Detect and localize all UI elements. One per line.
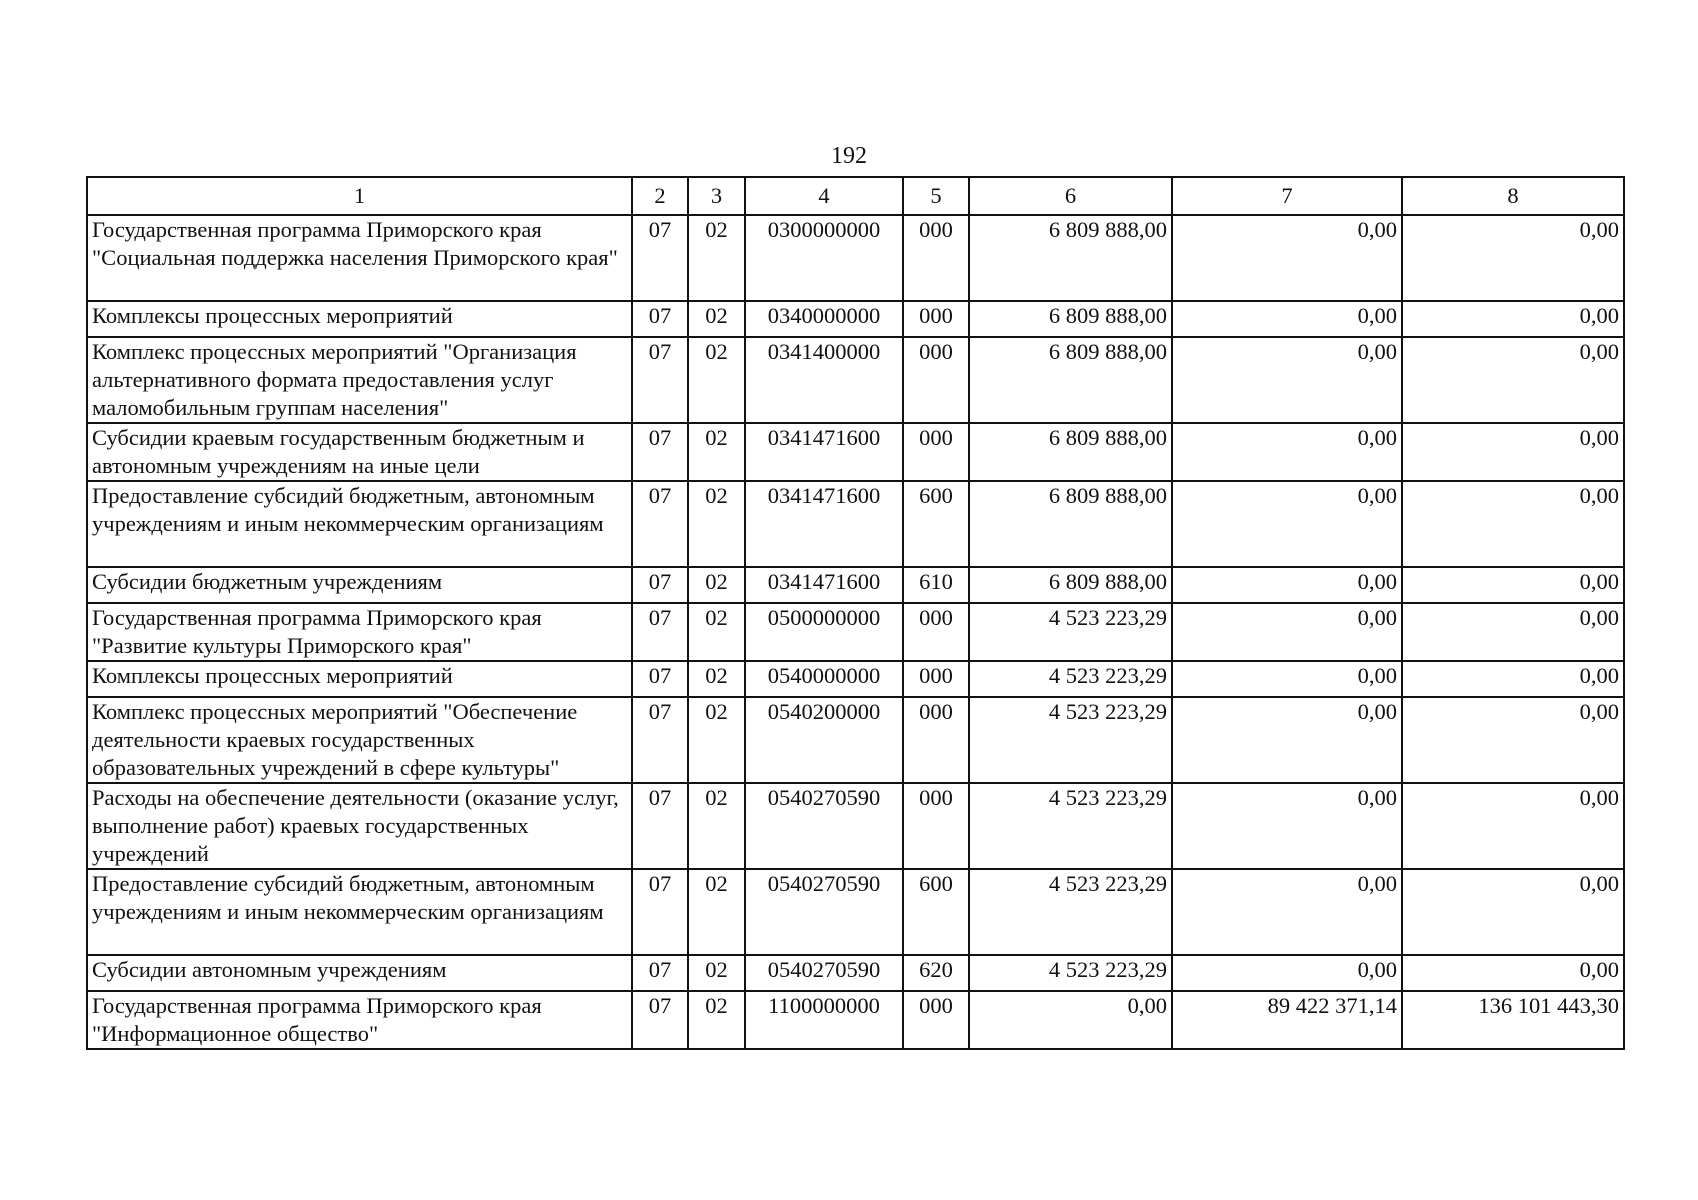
amount-col7-cell: 0,00 xyxy=(1172,783,1402,869)
subsection-cell: 02 xyxy=(688,423,745,481)
subsection-cell: 02 xyxy=(688,991,745,1049)
amount-col8-cell: 0,00 xyxy=(1402,337,1624,423)
subsection-cell: 02 xyxy=(688,955,745,991)
amount-col6-cell: 0,00 xyxy=(969,991,1172,1049)
amount-col8-cell: 0,00 xyxy=(1402,869,1624,955)
amount-col6-cell: 4 523 223,29 xyxy=(969,869,1172,955)
section-cell: 07 xyxy=(632,423,688,481)
table-row xyxy=(87,603,1624,661)
subsection-cell: 02 xyxy=(688,869,745,955)
target-article-cell: 0341471600 xyxy=(745,567,903,603)
table-row xyxy=(87,301,1624,337)
header-cell-8: 8 xyxy=(1402,177,1624,215)
table-row xyxy=(87,783,1624,869)
name-cell: Предоставление субсидий бюджетным, автономным учреждениям и иным некоммерческим организациям xyxy=(87,869,632,955)
section-cell: 07 xyxy=(632,603,688,661)
header-cell-2: 2 xyxy=(632,177,688,215)
amount-col7-cell: 0,00 xyxy=(1172,337,1402,423)
amount-col7-cell: 0,00 xyxy=(1172,697,1402,783)
target-article-cell: 0340000000 xyxy=(745,301,903,337)
expense-type-cell: 000 xyxy=(903,215,969,301)
section-cell: 07 xyxy=(632,661,688,697)
amount-col7-cell: 0,00 xyxy=(1172,955,1402,991)
section-cell: 07 xyxy=(632,481,688,567)
amount-col8-cell: 0,00 xyxy=(1402,603,1624,661)
subsection-cell: 02 xyxy=(688,337,745,423)
name-cell: Государственная программа Приморского края "Развитие культуры Приморского края" xyxy=(87,603,632,661)
name-cell: Комплексы процессных мероприятий xyxy=(87,661,632,697)
target-article-cell: 0341471600 xyxy=(745,423,903,481)
name-cell: Государственная программа Приморского края "Социальная поддержка населения Приморского края" xyxy=(87,215,632,301)
table-row xyxy=(87,955,1624,991)
table-body xyxy=(87,215,1624,1049)
expense-type-cell: 000 xyxy=(903,661,969,697)
table-row xyxy=(87,481,1624,567)
expense-type-cell: 000 xyxy=(903,603,969,661)
target-article-cell: 0341471600 xyxy=(745,481,903,567)
subsection-cell: 02 xyxy=(688,603,745,661)
amount-col6-cell: 4 523 223,29 xyxy=(969,661,1172,697)
target-article-cell: 0500000000 xyxy=(745,603,903,661)
amount-col6-cell: 4 523 223,29 xyxy=(969,697,1172,783)
subsection-cell: 02 xyxy=(688,661,745,697)
amount-col7-cell: 0,00 xyxy=(1172,869,1402,955)
name-cell: Субсидии краевым государственным бюджетным и автономным учреждениям на иные цели xyxy=(87,423,632,481)
table-row xyxy=(87,991,1624,1049)
table-row xyxy=(87,337,1624,423)
expense-type-cell: 000 xyxy=(903,697,969,783)
name-cell: Расходы на обеспечение деятельности (оказание услуг, выполнение работ) краевых государственных учреждений xyxy=(87,783,632,869)
section-cell: 07 xyxy=(632,955,688,991)
target-article-cell: 0540000000 xyxy=(745,661,903,697)
expense-type-cell: 600 xyxy=(903,869,969,955)
expense-type-cell: 000 xyxy=(903,423,969,481)
target-article-cell: 0300000000 xyxy=(745,215,903,301)
header-cell-6: 6 xyxy=(969,177,1172,215)
amount-col8-cell: 0,00 xyxy=(1402,567,1624,603)
amount-col6-cell: 6 809 888,00 xyxy=(969,481,1172,567)
expense-type-cell: 000 xyxy=(903,783,969,869)
name-cell: Субсидии бюджетным учреждениям xyxy=(87,567,632,603)
table-row xyxy=(87,661,1624,697)
amount-col6-cell: 4 523 223,29 xyxy=(969,955,1172,991)
amount-col8-cell: 0,00 xyxy=(1402,423,1624,481)
name-cell: Комплекс процессных мероприятий "Обеспечение деятельности краевых государственных образовательных учреждений в сфере культуры" xyxy=(87,697,632,783)
section-cell: 07 xyxy=(632,301,688,337)
expense-type-cell: 610 xyxy=(903,567,969,603)
amount-col6-cell: 6 809 888,00 xyxy=(969,567,1172,603)
header-cell-5: 5 xyxy=(903,177,969,215)
table-row xyxy=(87,567,1624,603)
expense-type-cell: 000 xyxy=(903,991,969,1049)
subsection-cell: 02 xyxy=(688,301,745,337)
header-cell-4: 4 xyxy=(745,177,903,215)
amount-col6-cell: 4 523 223,29 xyxy=(969,783,1172,869)
subsection-cell: 02 xyxy=(688,697,745,783)
table-row xyxy=(87,869,1624,955)
header-row xyxy=(87,177,1624,215)
amount-col7-cell: 0,00 xyxy=(1172,661,1402,697)
target-article-cell: 0341400000 xyxy=(745,337,903,423)
page-number: 192 xyxy=(831,143,867,169)
amount-col6-cell: 6 809 888,00 xyxy=(969,301,1172,337)
table-header xyxy=(87,177,1624,215)
name-cell: Комплекс процессных мероприятий "Организация альтернативного формата предоставления услуг маломобильным группам населения" xyxy=(87,337,632,423)
amount-col6-cell: 6 809 888,00 xyxy=(969,337,1172,423)
amount-col7-cell: 0,00 xyxy=(1172,301,1402,337)
amount-col8-cell: 136 101 443,30 xyxy=(1402,991,1624,1049)
table-row xyxy=(87,215,1624,301)
amount-col7-cell: 0,00 xyxy=(1172,423,1402,481)
amount-col6-cell: 4 523 223,29 xyxy=(969,603,1172,661)
budget-table xyxy=(86,176,1625,1050)
subsection-cell: 02 xyxy=(688,783,745,869)
header-cell-3: 3 xyxy=(688,177,745,215)
name-cell: Субсидии автономным учреждениям xyxy=(87,955,632,991)
target-article-cell: 0540270590 xyxy=(745,869,903,955)
amount-col8-cell: 0,00 xyxy=(1402,661,1624,697)
subsection-cell: 02 xyxy=(688,481,745,567)
amount-col8-cell: 0,00 xyxy=(1402,955,1624,991)
name-cell: Комплексы процессных мероприятий xyxy=(87,301,632,337)
expense-type-cell: 620 xyxy=(903,955,969,991)
table-row xyxy=(87,423,1624,481)
section-cell: 07 xyxy=(632,215,688,301)
amount-col8-cell: 0,00 xyxy=(1402,215,1624,301)
section-cell: 07 xyxy=(632,869,688,955)
section-cell: 07 xyxy=(632,567,688,603)
header-cell-7: 7 xyxy=(1172,177,1402,215)
subsection-cell: 02 xyxy=(688,215,745,301)
table-row xyxy=(87,697,1624,783)
amount-col7-cell: 0,00 xyxy=(1172,603,1402,661)
section-cell: 07 xyxy=(632,337,688,423)
amount-col7-cell: 0,00 xyxy=(1172,567,1402,603)
amount-col6-cell: 6 809 888,00 xyxy=(969,423,1172,481)
name-cell: Предоставление субсидий бюджетным, автономным учреждениям и иным некоммерческим организациям xyxy=(87,481,632,567)
amount-col7-cell: 0,00 xyxy=(1172,481,1402,567)
amount-col7-cell: 0,00 xyxy=(1172,215,1402,301)
target-article-cell: 0540200000 xyxy=(745,697,903,783)
expense-type-cell: 000 xyxy=(903,301,969,337)
header-cell-1: 1 xyxy=(87,177,632,215)
section-cell: 07 xyxy=(632,991,688,1049)
section-cell: 07 xyxy=(632,697,688,783)
subsection-cell: 02 xyxy=(688,567,745,603)
amount-col8-cell: 0,00 xyxy=(1402,697,1624,783)
target-article-cell: 1100000000 xyxy=(745,991,903,1049)
expense-type-cell: 600 xyxy=(903,481,969,567)
section-cell: 07 xyxy=(632,783,688,869)
expense-type-cell: 000 xyxy=(903,337,969,423)
amount-col7-cell: 89 422 371,14 xyxy=(1172,991,1402,1049)
target-article-cell: 0540270590 xyxy=(745,955,903,991)
amount-col6-cell: 6 809 888,00 xyxy=(969,215,1172,301)
target-article-cell: 0540270590 xyxy=(745,783,903,869)
amount-col8-cell: 0,00 xyxy=(1402,481,1624,567)
amount-col8-cell: 0,00 xyxy=(1402,301,1624,337)
amount-col8-cell: 0,00 xyxy=(1402,783,1624,869)
name-cell: Государственная программа Приморского края "Информационное общество" xyxy=(87,991,632,1049)
